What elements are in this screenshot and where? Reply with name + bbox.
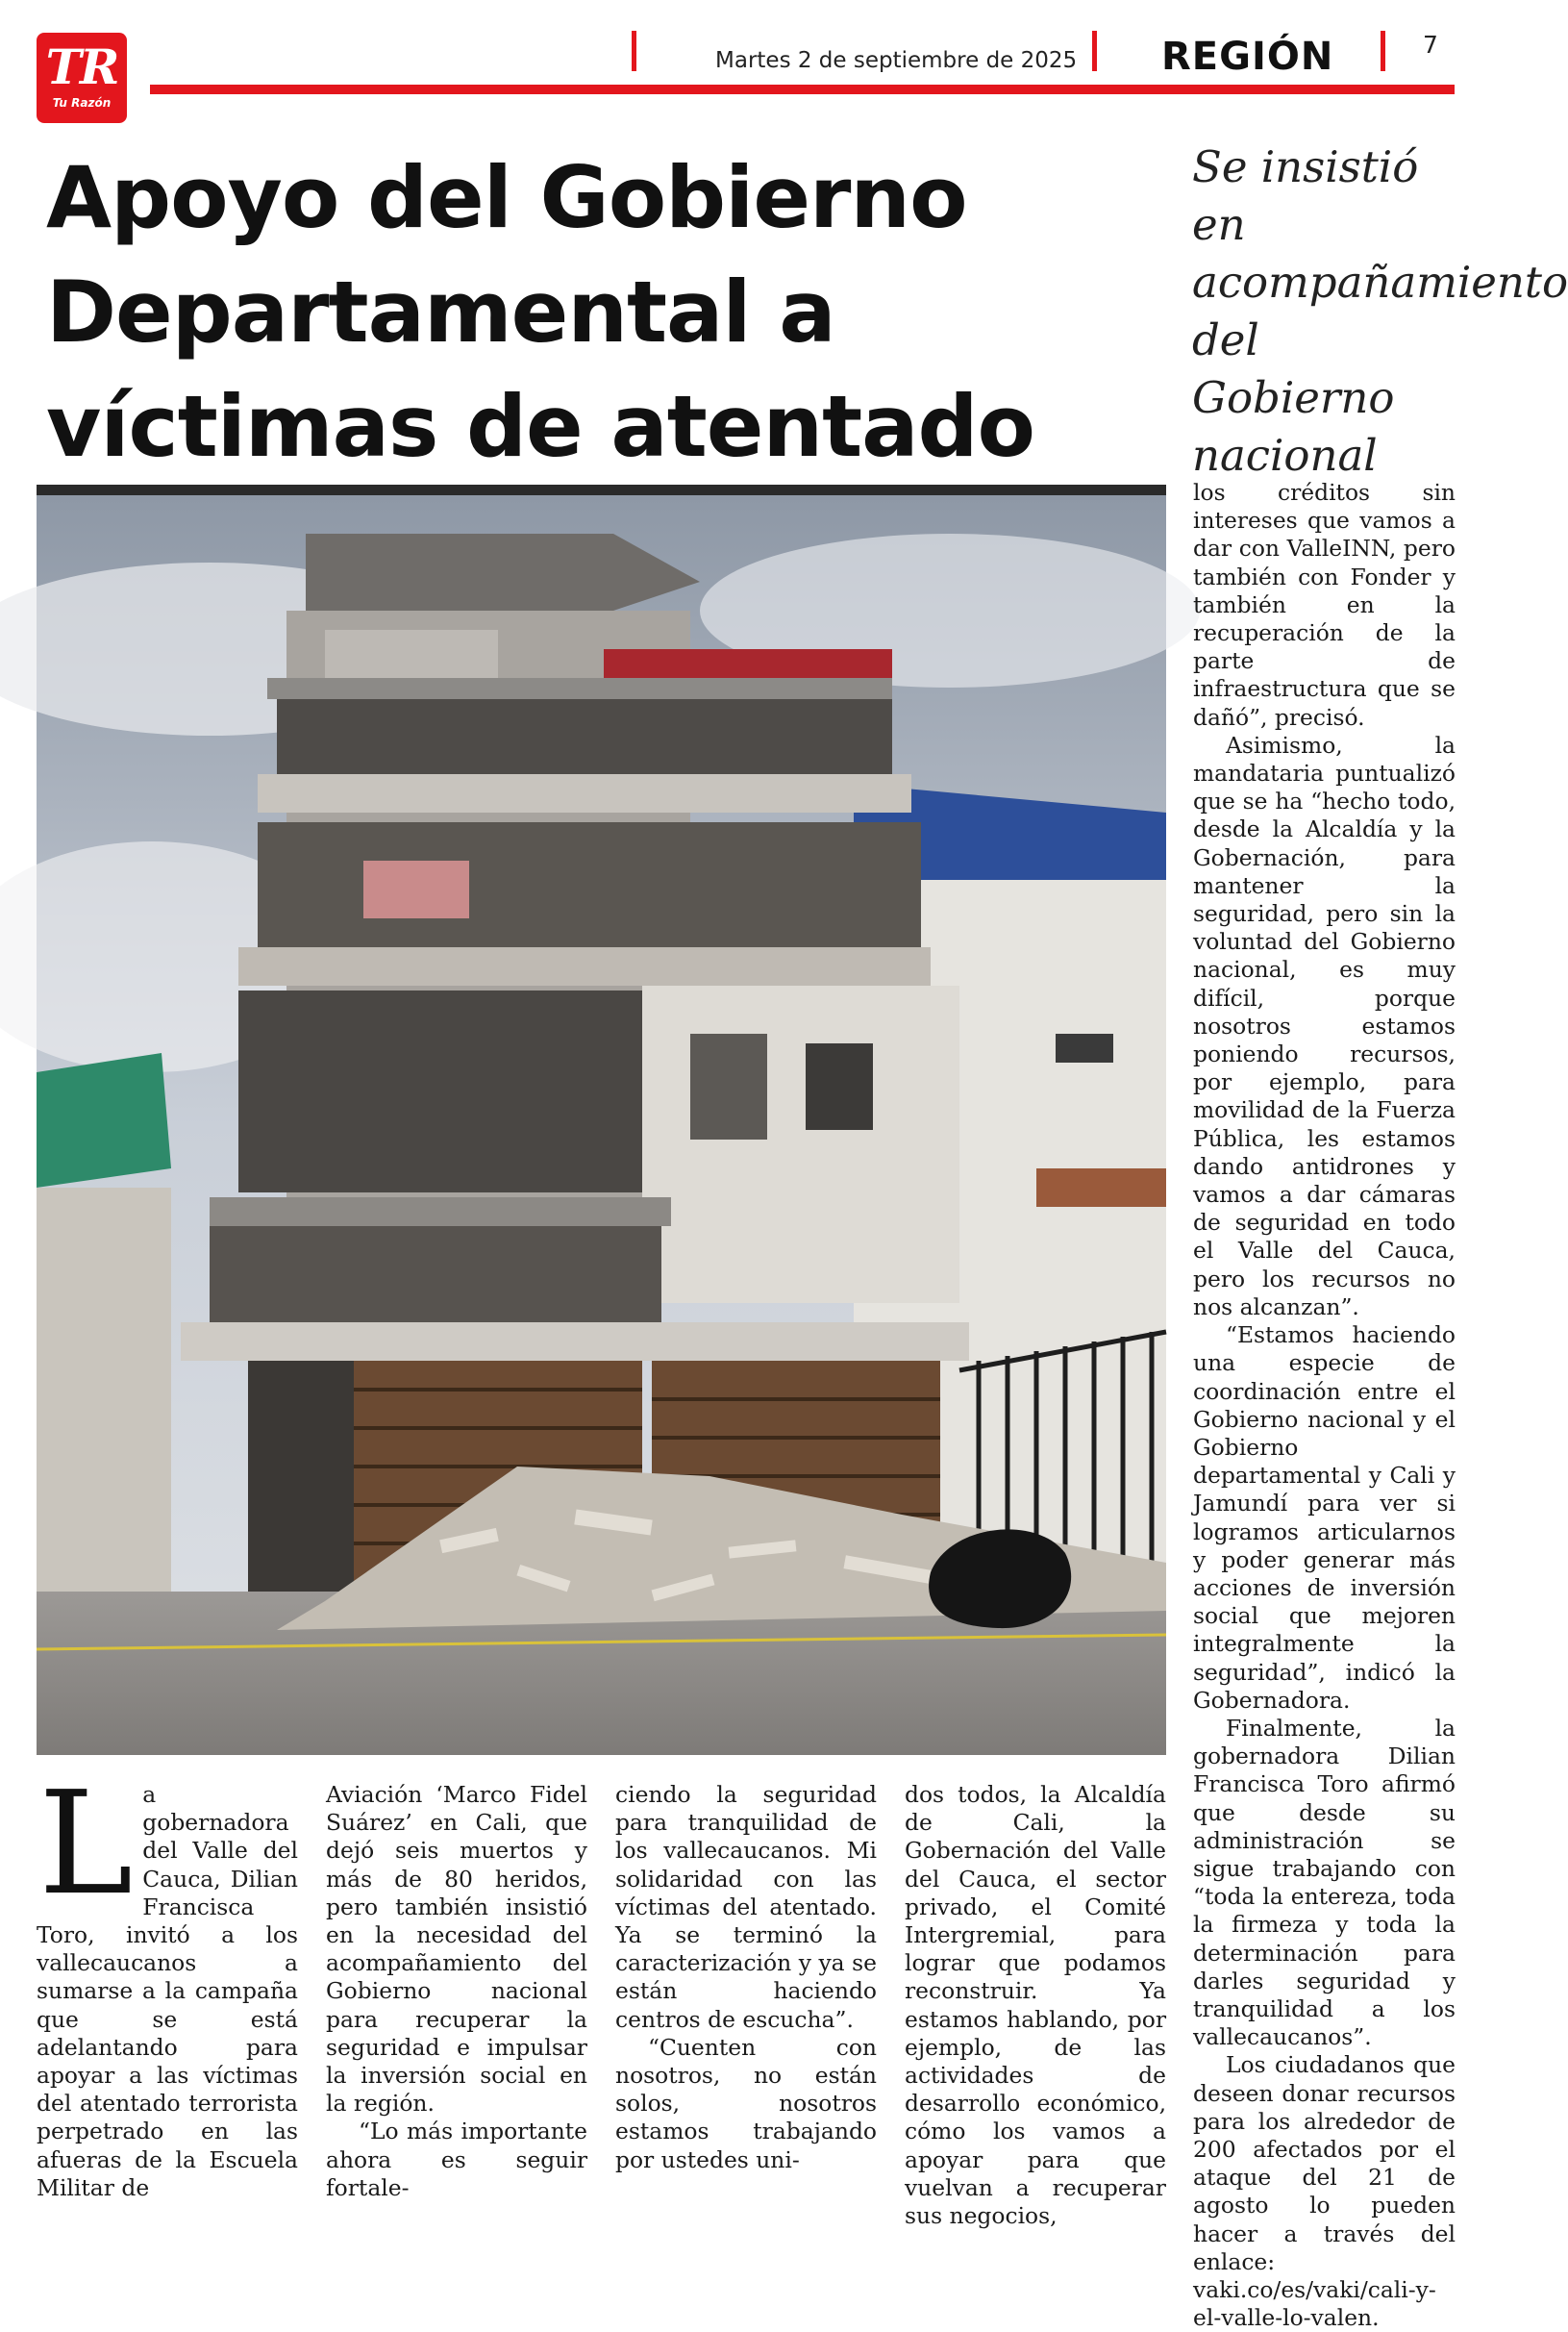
logo-subtext: Tu Razón <box>52 96 112 110</box>
header-rule <box>150 85 1455 94</box>
damaged-building-photo <box>37 495 1166 1755</box>
article-deck: Se insistió en acompañamiento del Gobierno nacional <box>1192 141 1568 481</box>
issue-date: Martes 2 de septiembre de 2025 <box>715 48 1078 73</box>
section-name: REGIÓN <box>1161 35 1334 79</box>
header-separator <box>1381 31 1385 71</box>
photo-top-rule <box>37 485 1166 495</box>
logo-monogram: TR <box>45 38 118 95</box>
article-column-3 <box>615 1781 877 2174</box>
header-separator <box>632 31 636 71</box>
article-headline: Apoyo del Gobierno Departamental a víctimas de atentado <box>46 148 1035 476</box>
paragraph: “Estamos haciendo una especie de coordinación entre el Gobierno nacional y el Gobierno departamental y Cali y Jamundí para ver si logramos articularnos y poder generar más acciones de inversión social que mejoren integralmente la seguridad”, indicó la Gobernadora. <box>1193 1321 1456 1714</box>
article-photo <box>37 495 1166 1755</box>
paragraph: Aviación ‘Marco Fidel Suárez’ en Cali, que dejó seis muertos y más de 80 heridos, pero también insistió en la necesidad del acompañamiento del Gobierno nacional para recuperar la seguridad e impulsar la inversión social en la región. <box>326 1781 587 2118</box>
lead-paragraph: a gobernadora del Valle del Cauca, Dilian Francisca Toro, invitó a los vallecaucanos a sumarse a la campaña que se está adelantando para apoyar a las víctimas del atentado terrorista perpetrado en las afueras de la Escuela Militar de <box>37 1781 298 2201</box>
paragraph: Finalmente, la gobernadora Dilian Francisca Toro afirmó que desde su administración se sigue trabajando con “toda la entereza, toda la firmeza y toda la determinación para darles seguridad y tranquilidad a los vallecaucanos”. <box>1193 1714 1456 2051</box>
drop-cap: L <box>38 1761 134 1926</box>
newspaper-logo <box>37 33 127 123</box>
paragraph: Los ciudadanos que deseen donar recursos para los alrededor de 200 afectados por el ataque del 21 de agosto lo pueden hacer a través del enlace: vaki.co/es/vaki/cali-y-el-valle-lo-valen. <box>1193 2051 1456 2332</box>
article-column-5 <box>1193 479 1456 2332</box>
paragraph: Asimismo, la mandataria puntualizó que se ha “hecho todo, desde la Alcaldía y la Gobernación, para mantener la seguridad, pero sin la voluntad del Gobierno nacional, es muy difícil, porque nosotros estamos poniendo recursos, por ejemplo, para movilidad de la Fuerza Pública, les estamos dando antidrones y vamos a dar cámaras de seguridad en todo el Valle del Cauca, pero los recursos no nos alcanzan”. <box>1193 731 1456 1320</box>
paragraph: ciendo la seguridad para tranquilidad de los vallecaucanos. Mi solidaridad con las víctimas del atentado. Ya se terminó la caracterización y ya se están haciendo centros de escucha”. <box>615 1781 877 2033</box>
paragraph: “Cuenten con nosotros, no están solos, nosotros estamos trabajando por ustedes uni- <box>615 2033 877 2173</box>
article-column-4 <box>905 1781 1166 2230</box>
page-number: 7 <box>1423 31 1438 59</box>
article-column-1 <box>37 1761 298 2202</box>
paragraph: dos todos, la Alcaldía de Cali, la Gobernación del Valle del Cauca, el sector privado, el Comité Intergremial, para lograr que podamos reconstruir. Ya estamos hablando, por ejemplo, de las actividades de desarrollo económico, cómo los vamos a apoyar para que vuelvan a recuperar sus negocios, <box>905 1781 1166 2230</box>
paragraph: “Lo más importante ahora es seguir fortale- <box>326 2118 587 2201</box>
paragraph: los créditos sin intereses que vamos a dar con ValleINN, pero también con Fonder y también en la recuperación de la parte de infraestructura que se dañó”, precisó. <box>1193 479 1456 731</box>
header-separator <box>1092 31 1097 71</box>
article-column-2 <box>326 1781 587 2202</box>
